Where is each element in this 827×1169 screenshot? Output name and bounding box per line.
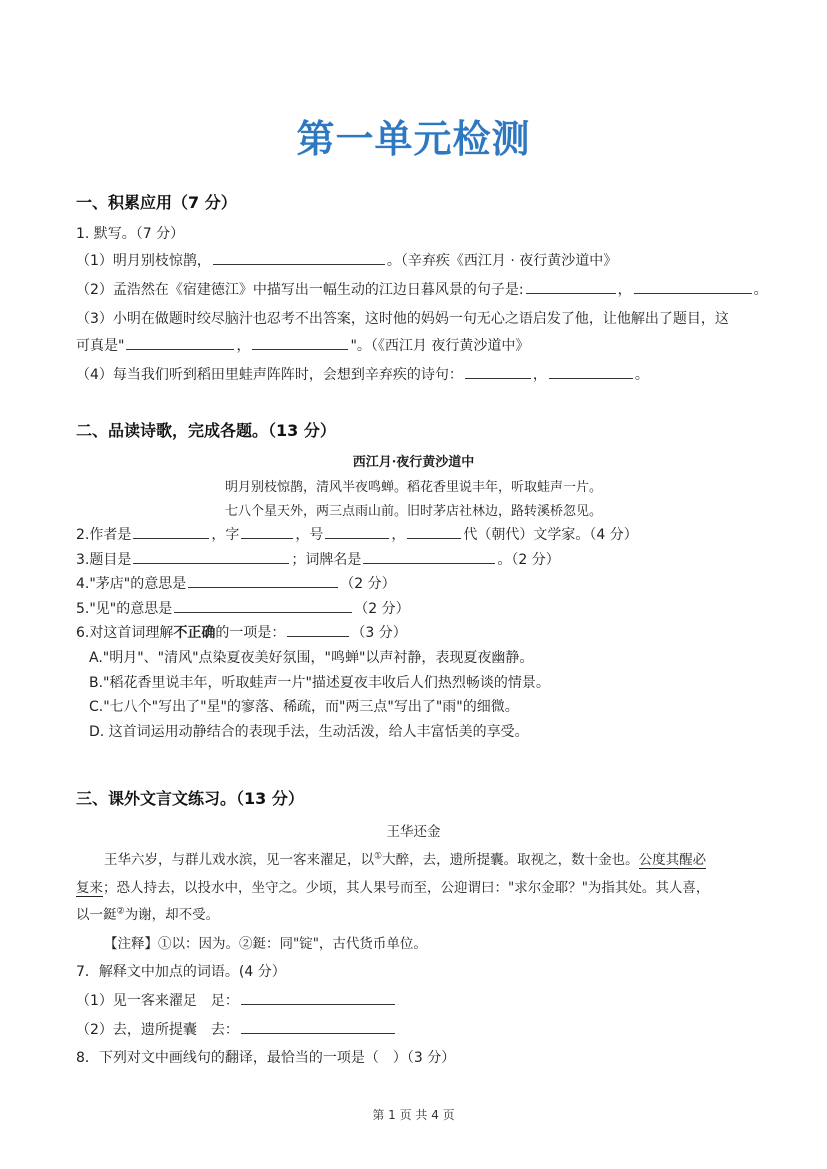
answer-blank[interactable]: [133, 549, 289, 564]
q2-text: 2.作者是: [76, 527, 132, 543]
underlined-sentence: 公度其醒必: [638, 852, 707, 868]
answer-blank[interactable]: [126, 335, 234, 350]
poem-title: 西江月·夜行黄沙道中: [352, 455, 475, 470]
poem-line-2: 七八个星天外，两三点雨山前。旧时茅店社林边，路转溪桥忽见。: [224, 504, 602, 519]
q1-item-3-line1: （3）小明在做题时绞尽脑汁也忍考不出答案，这时他的妈妈一句无心之语启发了他，让他解出了题目，这: [76, 311, 729, 327]
q3-text: 。（2 分）: [497, 552, 560, 568]
q1-item-4: [76, 364, 649, 384]
q6: [76, 622, 407, 642]
comma: ，: [236, 338, 251, 354]
answer-blank[interactable]: [252, 335, 348, 350]
option-d: D. 这首词运用动静结合的表现手法，生动活泼，给人丰富恬美的享受。: [89, 724, 529, 740]
option-b: B."稻花香里说丰年，听取蛙声一片"描述夏夜丰收后人们热烈畅谈的情景。: [89, 675, 550, 691]
q7-item-2-text: （2）去，遗所提囊 去：: [76, 1022, 239, 1038]
passage-title: 王华还金: [386, 824, 441, 840]
passage-line-1: [104, 848, 706, 868]
q1-item-3-line2: [76, 335, 529, 355]
q1-item-1: [76, 250, 617, 270]
passage-text: ；恐人持去，以投水中，坐守之。少顷，其人果号而至，公迎谓曰："求尔金耶？"为指其处。其人喜，: [103, 880, 710, 896]
q2-text: ，: [391, 527, 406, 543]
passage-note: 【注释】①以：因为。②鋌：同"锭"，古代货币单位。: [104, 936, 427, 952]
q8: 8．下列对文中画线句的翻译，最恰当的一项是（ ）（3 分）: [76, 1050, 456, 1066]
passage-text: 王华六岁，与群儿戏水滨，见一客来濯足，以: [104, 852, 374, 868]
answer-blank[interactable]: [634, 279, 752, 294]
q2: [76, 524, 638, 544]
passage-line-2: [76, 876, 709, 896]
comma: ，: [617, 282, 632, 298]
q6-text: （3 分）: [351, 625, 407, 641]
q7-item-1-text: （1）见一客来濯足 足：: [76, 993, 239, 1009]
q5-text: 5."见"的意思是: [76, 601, 173, 617]
footnote-marker: ②: [116, 906, 125, 917]
q1-item-2-text: （2）孟浩然在《宿建德江》中描写出一幅生动的江边日暮风景的句子是:: [76, 282, 524, 298]
q1-item-4-text: （4）每当我们听到稻田里蛙声阵阵时，会想到辛弃疾的诗句：: [76, 367, 463, 383]
period: 。: [634, 367, 649, 383]
answer-blank[interactable]: [526, 279, 616, 294]
poem-line-1: 明月别枝惊鹊，清风半夜鸣蝉。稻花香里说丰年，听取蛙声一片。: [224, 480, 602, 495]
page-title: 第一单元检测: [296, 117, 531, 161]
answer-blank[interactable]: [465, 364, 531, 379]
answer-blank[interactable]: [188, 573, 338, 588]
q5-text: （2 分）: [354, 601, 410, 617]
answer-blank[interactable]: [325, 524, 389, 539]
section-2-heading: 二、品读诗歌，完成各题。（13 分）: [76, 421, 336, 440]
answer-blank[interactable]: [241, 990, 395, 1005]
answer-blank[interactable]: [407, 524, 461, 539]
period: 。: [753, 282, 768, 298]
q7: 7．解释文中加点的词语。(4 分）: [76, 964, 286, 980]
q1-text: 1. 默写。（7 分）: [76, 226, 185, 242]
answer-blank[interactable]: [363, 549, 495, 564]
q7-item-1: [76, 990, 397, 1010]
q3-text: 3.题目是: [76, 552, 132, 568]
q6-text: 的一项是：: [215, 625, 286, 641]
answer-blank[interactable]: [174, 598, 352, 613]
answer-blank[interactable]: [549, 364, 633, 379]
q1-item-1-text: （1）明月别枝惊鹊，: [76, 253, 211, 269]
q3-text: ；词牌名是: [291, 552, 362, 568]
answer-blank[interactable]: [213, 250, 385, 265]
passage-text: 为谢，却不受。: [124, 907, 220, 923]
q1-item-3-source: "。（《西江月 夜行黄沙道中》: [350, 338, 530, 354]
footnote-marker: ①: [374, 851, 383, 862]
answer-blank[interactable]: [133, 524, 209, 539]
option-a: A."明月"、"清风"点染夏夜美好氛围，"鸣蝉"以声衬静，表现夏夜幽静。: [89, 650, 534, 666]
answer-blank[interactable]: [241, 524, 293, 539]
answer-blank[interactable]: [287, 622, 349, 637]
section-1-heading: 一、积累应用（7 分）: [76, 193, 237, 212]
comma: ，: [532, 367, 547, 383]
q4-text: （2 分）: [340, 576, 396, 592]
underlined-sentence: 复来: [76, 880, 103, 896]
q1-item-2: [76, 279, 768, 299]
section-3-heading: 三、课外文言文练习。（13 分）: [76, 789, 304, 808]
q2-text: ，号: [295, 527, 324, 543]
page-footer: 第 1 页 共 4 页: [372, 1108, 455, 1122]
q1-item-3-text: 可真是": [76, 338, 125, 354]
q7-item-2: [76, 1019, 397, 1039]
q4: [76, 573, 396, 593]
passage-line-3: [76, 903, 219, 923]
passage-text: 大醉，去，遗所提囊。取视之，数十金也。: [382, 852, 639, 868]
option-c: C."七八个"写出了"星"的寥落、稀疏，而"两三点"写出了"雨"的细微。: [89, 699, 519, 715]
passage-text: 以一鋌: [76, 907, 117, 923]
q6-text: 6.对这首词理解: [76, 625, 174, 641]
q5: [76, 598, 410, 618]
q1-item-1-source: 。（辛弃疾《西江月 · 夜行黄沙道中》: [386, 253, 618, 269]
q2-text: ，字: [211, 527, 240, 543]
q3: [76, 549, 560, 569]
answer-blank[interactable]: [241, 1019, 395, 1034]
q2-text: 代（朝代）文学家。（4 分）: [463, 527, 638, 543]
q4-text: 4."茅店"的意思是: [76, 576, 187, 592]
q6-emphasis: 不正确: [173, 625, 216, 641]
